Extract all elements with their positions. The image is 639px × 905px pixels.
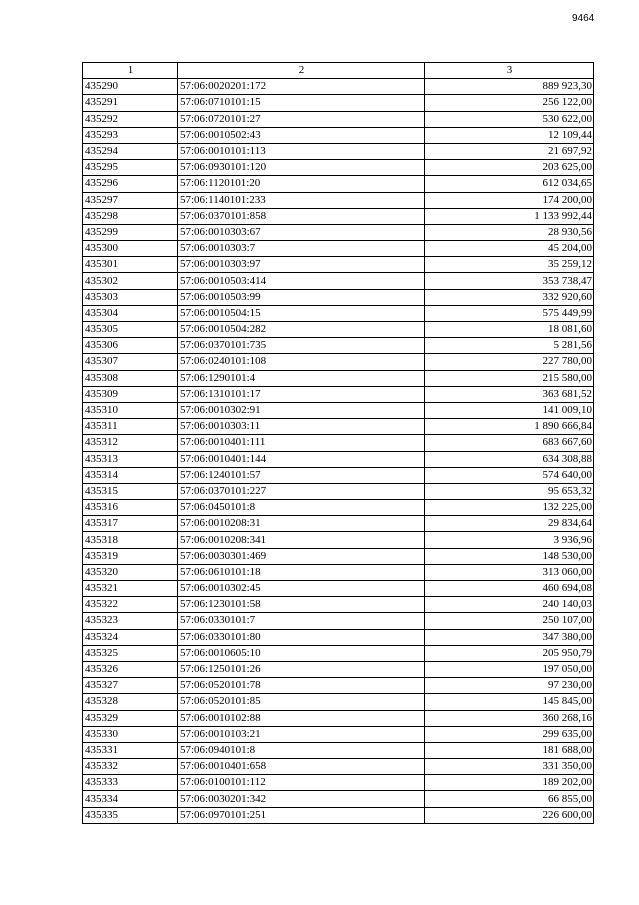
cadastral-number-cell: 57:06:0330101:80 xyxy=(178,629,425,645)
cadastral-number-cell: 57:06:1290101:4 xyxy=(178,370,425,386)
value-cell: 299 635,00 xyxy=(425,726,594,742)
record-number-cell: 435328 xyxy=(83,694,178,710)
value-cell: 574 640,00 xyxy=(425,467,594,483)
record-number-cell: 435318 xyxy=(83,532,178,548)
table-body xyxy=(83,79,594,824)
table-row xyxy=(83,645,594,661)
value-cell: 189 202,00 xyxy=(425,775,594,791)
value-cell: 347 380,00 xyxy=(425,629,594,645)
data-table xyxy=(82,62,594,824)
record-number-cell: 435307 xyxy=(83,354,178,370)
record-number-cell: 435296 xyxy=(83,176,178,192)
record-number-cell: 435333 xyxy=(83,775,178,791)
record-number-cell: 435308 xyxy=(83,370,178,386)
table-row xyxy=(83,402,594,418)
record-number-cell: 435324 xyxy=(83,629,178,645)
cadastral-number-cell: 57:06:0010503:414 xyxy=(178,273,425,289)
value-cell: 460 694,08 xyxy=(425,581,594,597)
cadastral-number-cell: 57:06:0370101:858 xyxy=(178,208,425,224)
table-row xyxy=(83,516,594,532)
table-row xyxy=(83,613,594,629)
record-number-cell: 435298 xyxy=(83,208,178,224)
record-number-cell: 435295 xyxy=(83,160,178,176)
table-row xyxy=(83,726,594,742)
table-row xyxy=(83,419,594,435)
value-cell: 250 107,00 xyxy=(425,613,594,629)
value-cell: 363 681,52 xyxy=(425,386,594,402)
cadastral-number-cell: 57:06:0940101:8 xyxy=(178,742,425,758)
cadastral-number-cell: 57:06:0010503:99 xyxy=(178,289,425,305)
record-number-cell: 435329 xyxy=(83,710,178,726)
value-cell: 634 308,88 xyxy=(425,451,594,467)
record-number-cell: 435311 xyxy=(83,419,178,435)
cadastral-number-cell: 57:06:0930101:120 xyxy=(178,160,425,176)
cadastral-number-cell: 57:06:0010504:15 xyxy=(178,305,425,321)
value-cell: 353 738,47 xyxy=(425,273,594,289)
table-row xyxy=(83,500,594,516)
table-row xyxy=(83,710,594,726)
record-number-cell: 435321 xyxy=(83,581,178,597)
record-number-cell: 435323 xyxy=(83,613,178,629)
record-number-cell: 435330 xyxy=(83,726,178,742)
cadastral-number-cell: 57:06:0520101:85 xyxy=(178,694,425,710)
cadastral-number-cell: 57:06:0010302:91 xyxy=(178,402,425,418)
value-cell: 28 930,56 xyxy=(425,224,594,240)
record-number-cell: 435290 xyxy=(83,79,178,95)
table-row xyxy=(83,807,594,823)
value-cell: 12 109,44 xyxy=(425,127,594,143)
value-cell: 95 653,32 xyxy=(425,483,594,499)
table-row xyxy=(83,208,594,224)
record-number-cell: 435331 xyxy=(83,742,178,758)
value-cell: 1 890 666,84 xyxy=(425,419,594,435)
record-number-cell: 435300 xyxy=(83,241,178,257)
table-header-row xyxy=(83,63,594,79)
cadastral-number-cell: 57:06:0010605:10 xyxy=(178,645,425,661)
record-number-cell: 435312 xyxy=(83,435,178,451)
cadastral-number-cell: 57:06:0370101:227 xyxy=(178,483,425,499)
value-cell: 530 622,00 xyxy=(425,111,594,127)
table-row xyxy=(83,241,594,257)
table-row xyxy=(83,775,594,791)
cadastral-number-cell: 57:06:0010102:88 xyxy=(178,710,425,726)
value-cell: 227 780,00 xyxy=(425,354,594,370)
value-cell: 141 009,10 xyxy=(425,402,594,418)
table-row xyxy=(83,160,594,176)
table-row xyxy=(83,564,594,580)
record-number-cell: 435326 xyxy=(83,661,178,677)
record-number-cell: 435292 xyxy=(83,111,178,127)
table-row xyxy=(83,694,594,710)
record-number-cell: 435322 xyxy=(83,597,178,613)
table-row xyxy=(83,451,594,467)
table-row xyxy=(83,224,594,240)
table-row xyxy=(83,597,594,613)
table-row xyxy=(83,581,594,597)
cadastral-number-cell: 57:06:0370101:735 xyxy=(178,338,425,354)
table-row xyxy=(83,79,594,95)
cadastral-number-cell: 57:06:0010303:97 xyxy=(178,257,425,273)
cadastral-number-cell: 57:06:0010502:43 xyxy=(178,127,425,143)
record-number-cell: 435294 xyxy=(83,143,178,159)
table-row xyxy=(83,305,594,321)
record-number-cell: 435301 xyxy=(83,257,178,273)
value-cell: 18 081,60 xyxy=(425,322,594,338)
cadastral-number-cell: 57:06:0010401:144 xyxy=(178,451,425,467)
cadastral-number-cell: 57:06:0010208:31 xyxy=(178,516,425,532)
value-cell: 256 122,00 xyxy=(425,95,594,111)
value-cell: 331 350,00 xyxy=(425,759,594,775)
record-number-cell: 435306 xyxy=(83,338,178,354)
table-row xyxy=(83,370,594,386)
value-cell: 313 060,00 xyxy=(425,564,594,580)
value-cell: 215 580,00 xyxy=(425,370,594,386)
cadastral-number-cell: 57:06:0010401:111 xyxy=(178,435,425,451)
cadastral-number-cell: 57:06:0010303:7 xyxy=(178,241,425,257)
value-cell: 29 834,64 xyxy=(425,516,594,532)
column-header-3: 3 xyxy=(425,63,594,79)
table-row xyxy=(83,111,594,127)
value-cell: 203 625,00 xyxy=(425,160,594,176)
table-row xyxy=(83,257,594,273)
value-cell: 612 034,65 xyxy=(425,176,594,192)
table-row xyxy=(83,354,594,370)
cadastral-number-cell: 57:06:0010401:658 xyxy=(178,759,425,775)
cadastral-number-cell: 57:06:0520101:78 xyxy=(178,678,425,694)
table-row xyxy=(83,759,594,775)
table-row xyxy=(83,678,594,694)
cadastral-number-cell: 57:06:0710101:15 xyxy=(178,95,425,111)
value-cell: 226 600,00 xyxy=(425,807,594,823)
table-row xyxy=(83,467,594,483)
value-cell: 66 855,00 xyxy=(425,791,594,807)
value-cell: 5 281,56 xyxy=(425,338,594,354)
cadastral-number-cell: 57:06:1310101:17 xyxy=(178,386,425,402)
record-number-cell: 435293 xyxy=(83,127,178,143)
table-row xyxy=(83,192,594,208)
record-number-cell: 435325 xyxy=(83,645,178,661)
record-number-cell: 435332 xyxy=(83,759,178,775)
column-header-2: 2 xyxy=(178,63,425,79)
table-row xyxy=(83,176,594,192)
record-number-cell: 435313 xyxy=(83,451,178,467)
record-number-cell: 435297 xyxy=(83,192,178,208)
cadastral-number-cell: 57:06:0610101:18 xyxy=(178,564,425,580)
table-row xyxy=(83,532,594,548)
cadastral-number-cell: 57:06:0010302:45 xyxy=(178,581,425,597)
table-row xyxy=(83,435,594,451)
value-cell: 240 140,03 xyxy=(425,597,594,613)
table-row xyxy=(83,791,594,807)
record-number-cell: 435315 xyxy=(83,483,178,499)
table-row xyxy=(83,143,594,159)
record-number-cell: 435299 xyxy=(83,224,178,240)
value-cell: 205 950,79 xyxy=(425,645,594,661)
table-row xyxy=(83,273,594,289)
record-number-cell: 435335 xyxy=(83,807,178,823)
record-number-cell: 435305 xyxy=(83,322,178,338)
cadastral-number-cell: 57:06:1240101:57 xyxy=(178,467,425,483)
value-cell: 1 133 992,44 xyxy=(425,208,594,224)
table-row xyxy=(83,289,594,305)
value-cell: 148 530,00 xyxy=(425,548,594,564)
cadastral-number-cell: 57:06:0450101:8 xyxy=(178,500,425,516)
record-number-cell: 435291 xyxy=(83,95,178,111)
table-row xyxy=(83,483,594,499)
record-number-cell: 435310 xyxy=(83,402,178,418)
value-cell: 35 259,12 xyxy=(425,257,594,273)
value-cell: 21 697,92 xyxy=(425,143,594,159)
table-row xyxy=(83,95,594,111)
value-cell: 181 688,00 xyxy=(425,742,594,758)
record-number-cell: 435317 xyxy=(83,516,178,532)
cadastral-number-cell: 57:06:0030301:469 xyxy=(178,548,425,564)
cadastral-number-cell: 57:06:1140101:233 xyxy=(178,192,425,208)
cadastral-number-cell: 57:06:0010208:341 xyxy=(178,532,425,548)
cadastral-number-cell: 57:06:0020201:172 xyxy=(178,79,425,95)
value-cell: 332 920,60 xyxy=(425,289,594,305)
value-cell: 145 845,00 xyxy=(425,694,594,710)
table-row xyxy=(83,742,594,758)
record-number-cell: 435327 xyxy=(83,678,178,694)
value-cell: 174 200,00 xyxy=(425,192,594,208)
cadastral-number-cell: 57:06:0010303:11 xyxy=(178,419,425,435)
cadastral-number-cell: 57:06:1230101:58 xyxy=(178,597,425,613)
value-cell: 575 449,99 xyxy=(425,305,594,321)
cadastral-number-cell: 57:06:0720101:27 xyxy=(178,111,425,127)
record-number-cell: 435334 xyxy=(83,791,178,807)
table-row xyxy=(83,629,594,645)
value-cell: 132 225,00 xyxy=(425,500,594,516)
record-number-cell: 435314 xyxy=(83,467,178,483)
record-number-cell: 435302 xyxy=(83,273,178,289)
value-cell: 197 050,00 xyxy=(425,661,594,677)
value-cell: 889 923,30 xyxy=(425,79,594,95)
record-number-cell: 435316 xyxy=(83,500,178,516)
value-cell: 45 204,00 xyxy=(425,241,594,257)
record-number-cell: 435309 xyxy=(83,386,178,402)
cadastral-number-cell: 57:06:0970101:251 xyxy=(178,807,425,823)
value-cell: 360 268,16 xyxy=(425,710,594,726)
cadastral-number-cell: 57:06:0330101:7 xyxy=(178,613,425,629)
table-row xyxy=(83,386,594,402)
cadastral-number-cell: 57:06:0010103:21 xyxy=(178,726,425,742)
cadastral-number-cell: 57:06:0010303:67 xyxy=(178,224,425,240)
table-row xyxy=(83,661,594,677)
column-header-1: 1 xyxy=(83,63,178,79)
value-cell: 97 230,00 xyxy=(425,678,594,694)
table-row xyxy=(83,548,594,564)
page-number: 9464 xyxy=(572,13,595,24)
cadastral-number-cell: 57:06:1120101:20 xyxy=(178,176,425,192)
record-number-cell: 435319 xyxy=(83,548,178,564)
record-number-cell: 435303 xyxy=(83,289,178,305)
cadastral-number-cell: 57:06:0010101:113 xyxy=(178,143,425,159)
record-number-cell: 435304 xyxy=(83,305,178,321)
table-row xyxy=(83,127,594,143)
value-cell: 683 667,60 xyxy=(425,435,594,451)
cadastral-number-cell: 57:06:1250101:26 xyxy=(178,661,425,677)
record-number-cell: 435320 xyxy=(83,564,178,580)
cadastral-number-cell: 57:06:0030201:342 xyxy=(178,791,425,807)
cadastral-number-cell: 57:06:0240101:108 xyxy=(178,354,425,370)
table-row xyxy=(83,322,594,338)
cadastral-number-cell: 57:06:0010504:282 xyxy=(178,322,425,338)
table-row xyxy=(83,338,594,354)
value-cell: 3 936,96 xyxy=(425,532,594,548)
cadastral-number-cell: 57:06:0100101:112 xyxy=(178,775,425,791)
